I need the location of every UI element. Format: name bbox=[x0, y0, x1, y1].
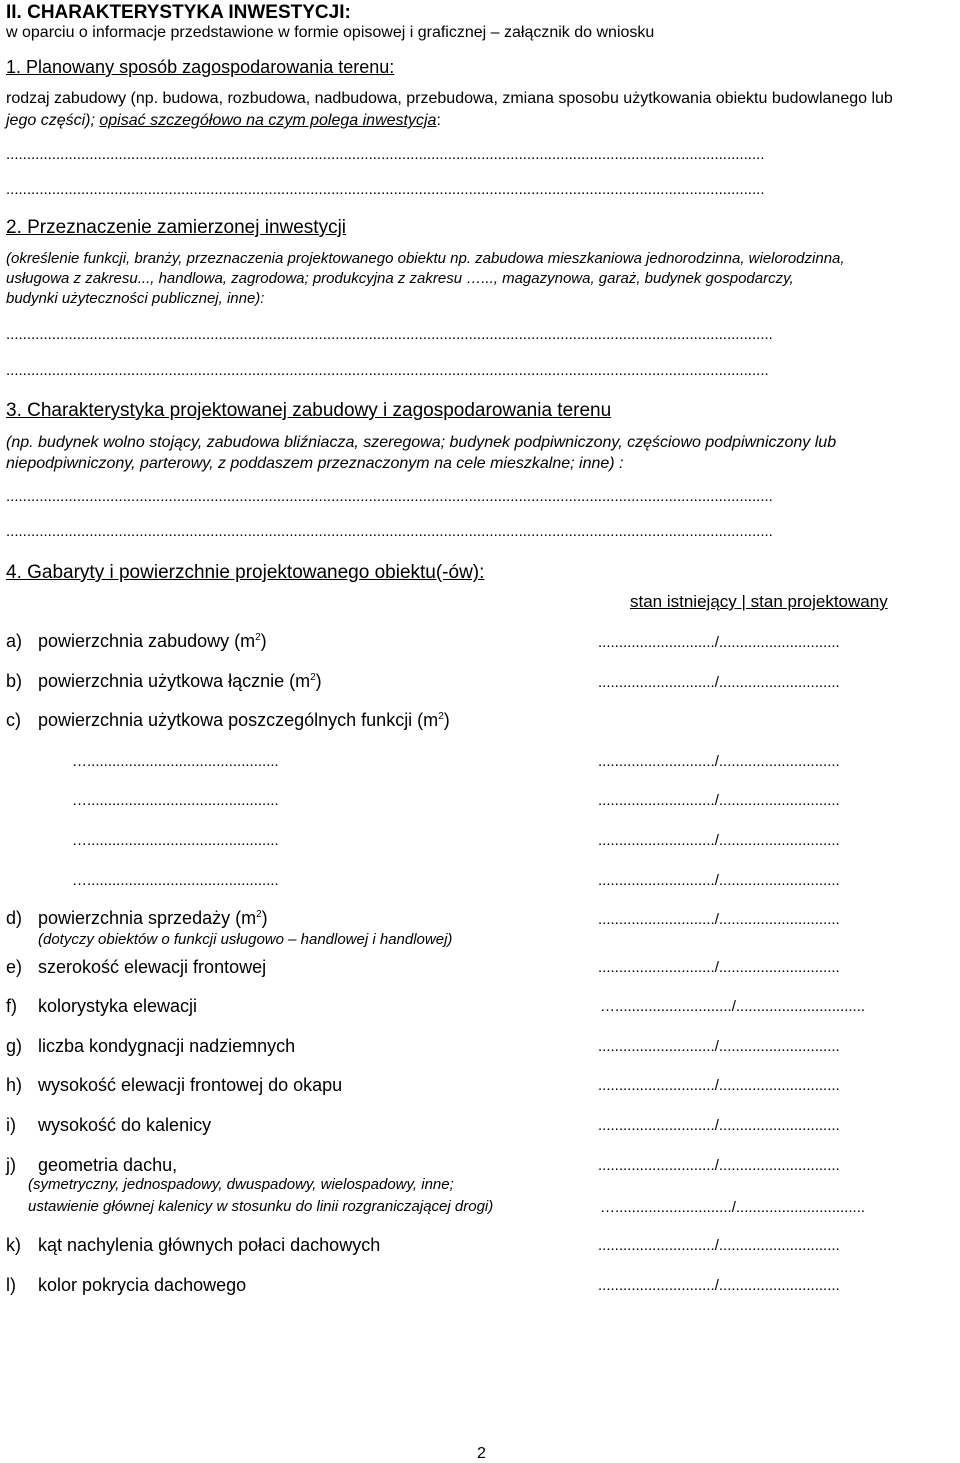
fill-line: ...................................................................................................................................................................................... bbox=[6, 146, 765, 163]
function-name-fill: ….............................................. bbox=[72, 832, 279, 849]
section-2-line-1: (określenie funkcji, branży, przeznaczenia projektowanego obiektu np. zabudowa mieszkaniowa jednorodzinna, wielorodzinna, bbox=[6, 250, 845, 267]
item-f-value: …............................/............................... bbox=[600, 998, 866, 1015]
item-k-label: kąt nachylenia głównych połaci dachowych bbox=[38, 1235, 381, 1255]
function-name-fill: ….............................................. bbox=[72, 792, 279, 809]
item-b: b) bbox=[6, 671, 23, 691]
item-j-value: ............................/............................. bbox=[598, 1157, 840, 1174]
section-3-heading: 3. Charakterystyka projektowanej zabudowy i zagospodarowania terenu bbox=[6, 400, 612, 421]
function-value: ............................/............................. bbox=[598, 792, 840, 809]
item-d-value: ............................/............................. bbox=[598, 911, 840, 928]
item-h-value: ............................/............................. bbox=[598, 1077, 840, 1094]
fill-line: ........................................................................................................................................................................................ bbox=[6, 488, 773, 505]
col-projected: stan projektowany bbox=[750, 592, 888, 611]
item-d-label: powierzchnia sprzedaży $(m^2)$ bbox=[38, 908, 268, 928]
item-k: k) bbox=[6, 1235, 21, 1255]
function-name-fill: ….............................................. bbox=[72, 872, 279, 889]
item-j-note-1: (symetryczny, jednospadowy, dwuspadowy, wielospadowy, inne; bbox=[28, 1176, 454, 1193]
page-title: II. CHARAKTERYSTYKA INWESTYCJI: bbox=[6, 2, 351, 23]
section-1-heading: 1. Planowany sposób zagospodarowania terenu: bbox=[6, 57, 395, 77]
section-3-line-2: niepodpiwniczony, parterowy, z poddaszem przeznaczonym na cele mieszkalne; inne) : bbox=[6, 455, 624, 472]
item-b-label: powierzchnia użytkowa łącznie $(m^2)$ bbox=[38, 671, 322, 691]
item-l-value: ............................/............................. bbox=[598, 1277, 840, 1294]
item-a: a) bbox=[6, 631, 23, 651]
item-e: e) bbox=[6, 957, 23, 977]
fill-line: ...................................................................................................................................................................................... bbox=[6, 181, 765, 198]
function-value: ............................/............................. bbox=[598, 832, 840, 849]
col-existing: stan istniejący bbox=[630, 592, 737, 611]
item-f: f) bbox=[6, 996, 17, 1016]
column-headers: stan istniejący | stan projektowany bbox=[630, 592, 888, 611]
page-number: 2 bbox=[477, 1445, 486, 1462]
section-2-line-2: usługowa z zakresu..., handlowa, zagrodowa; produkcyjna z zakresu …..., magazynowa, garaż, budynek gospodarczy, bbox=[6, 270, 794, 287]
fill-line: ........................................................................................................................................................................................ bbox=[6, 326, 773, 343]
function-value: ............................/............................. bbox=[598, 872, 840, 889]
item-g: g) bbox=[6, 1036, 23, 1056]
item-l-label: kolor pokrycia dachowego bbox=[38, 1275, 247, 1295]
fill-line: ........................................................................................................................................................................................ bbox=[6, 523, 773, 540]
item-e-label: szerokość elewacji frontowej bbox=[38, 957, 267, 977]
item-g-value: ............................/............................. bbox=[598, 1038, 840, 1055]
section-4-heading: 4. Gabaryty i powierzchnie projektowanego obiektu(-ów): bbox=[6, 562, 485, 583]
function-value: ............................/............................. bbox=[598, 753, 840, 770]
item-i: i) bbox=[6, 1115, 16, 1135]
item-b-value: ............................/............................. bbox=[598, 674, 840, 691]
item-d: d) bbox=[6, 908, 23, 928]
item-k-value: ............................/............................. bbox=[598, 1237, 840, 1254]
section-2-line-3: budynki użyteczności publicznej, inne): bbox=[6, 290, 265, 307]
item-g-label: liczba kondygnacji nadziemnych bbox=[38, 1036, 296, 1056]
item-a-value: ............................/............................. bbox=[598, 634, 840, 651]
item-c-label: powierzchnia użytkowa poszczególnych funkcji $(m^2)$ bbox=[38, 710, 450, 730]
item-c: c) bbox=[6, 710, 21, 730]
section-1-line-2: jego części); opisać szczegółowo na czym polega inwestycja: bbox=[6, 112, 441, 129]
item-d-note: (dotyczy obiektów o funkcji usługowo – handlowej i handlowej) bbox=[38, 931, 453, 948]
section-3-line-1: (np. budynek wolno stojący, zabudowa bliźniacza, szeregowa; budynek podpiwniczony, częściowo podpiwniczony lub bbox=[6, 434, 837, 451]
item-i-label: wysokość do kalenicy bbox=[38, 1115, 212, 1135]
section-2-heading: 2. Przeznaczenie zamierzonej inwestycji bbox=[6, 217, 347, 238]
fill-line: ....................................................................................................................................................................................... bbox=[6, 362, 769, 379]
item-j-ridge-value: …............................/............................... bbox=[600, 1199, 866, 1216]
section-1-line-1: rodzaj zabudowy (np. budowa, rozbudowa, nadbudowa, przebudowa, zmiana sposobu użytkowania obiektu budowlanego lub bbox=[6, 90, 893, 107]
item-j: j) bbox=[6, 1155, 16, 1175]
item-h-label: wysokość elewacji frontowej do okapu bbox=[38, 1075, 343, 1095]
item-a-label: powierzchnia zabudowy $(m^2)$ bbox=[38, 631, 267, 651]
item-l: l) bbox=[6, 1275, 16, 1295]
item-j-label: geometria dachu, bbox=[38, 1155, 178, 1175]
item-f-label: kolorystyka elewacji bbox=[38, 996, 198, 1016]
function-name-fill: ….............................................. bbox=[72, 753, 279, 770]
item-h: h) bbox=[6, 1075, 23, 1095]
item-j-note-2: ustawienie głównej kalenicy w stosunku do linii rozgraniczającej drogi) bbox=[28, 1198, 494, 1215]
page-subtitle: w oparciu o informacje przedstawione w formie opisowej i graficznej – załącznik do wniosku bbox=[6, 24, 655, 41]
item-i-value: ............................/............................. bbox=[598, 1117, 840, 1134]
item-e-value: ............................/............................. bbox=[598, 959, 840, 976]
